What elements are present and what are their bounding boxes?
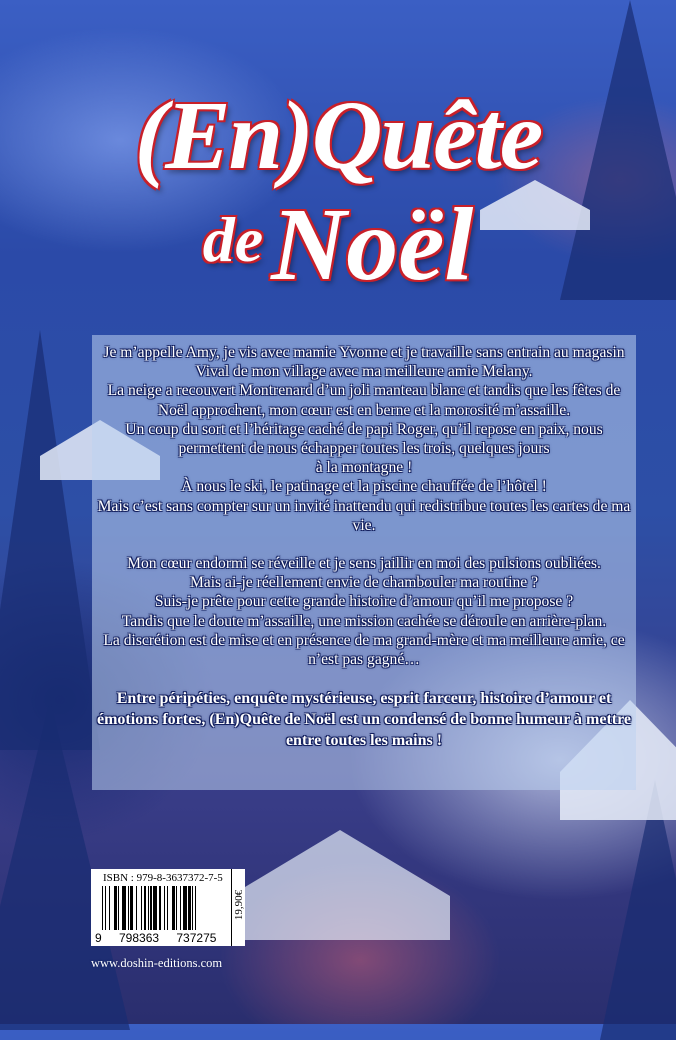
- blurb-line: à la montagne !: [315, 459, 413, 477]
- blurb-line: Tandis que le doute m’assaille, une mission cachée se déroule en arrière-plan.: [121, 612, 607, 630]
- isbn: ISBN : 979-8-3637372-7-5: [103, 872, 223, 884]
- blurb-line: Mon cœur endormi se réveille et je sens jaillir en moi des pulsions oubliées.: [127, 555, 601, 573]
- price-box: [231, 869, 246, 946]
- title-line-2: [0, 185, 676, 304]
- tagline: Entre péripéties, enquête mystérieuse, esprit farceur, histoire d’amour et émotions fortes, (En)Quête de Noël est un condensé de bonne humeur à mettre entre toutes les mains !: [96, 690, 632, 750]
- title-line-1: (En)Quête: [134, 82, 542, 190]
- title-noel: Noël: [271, 187, 474, 302]
- blurb-line: Je m’appelle Amy, je vis avec mamie Yvonne et je travaille sans entrain au magasin Vival de mon village avec ma meilleure amie Melany.: [103, 344, 625, 381]
- blurb: [92, 343, 636, 751]
- blurb-line: Mais ai-je réellement envie de chambouler ma routine ?: [189, 574, 539, 592]
- barcode-box: [91, 869, 245, 946]
- price: 19,90€: [233, 889, 245, 921]
- blurb-line: Un coup du sort et l’héritage caché de papi Roger, qu’il repose en paix, nous permettent de nous échapper toutes les trois, quelques jours: [125, 420, 603, 458]
- blurb-line: La discrétion est de mise et en présence de ma grand-mère et ma meilleure amie, ce n’est pas gagné…: [103, 631, 625, 669]
- blurb-line: À nous le ski, le patinage et la piscine chauffée de l’hôtel !: [181, 478, 547, 496]
- blurb-line: Suis-je prête pour cette grande histoire d’amour qu’il me propose ?: [154, 593, 574, 611]
- barcode-bar: [196, 886, 197, 930]
- blurb-line: Mais c’est sans compter sur un invité inattendu qui redistribue toutes les cartes de ma vie.: [97, 497, 631, 534]
- barcode-digits: 9 798363 737275: [95, 931, 217, 945]
- blurb-line: La neige a recouvert Montrenard d’un joli manteau blanc et tandis que les fêtes de Noël approchent, mon cœur est en berne et la morosité m’assaille.: [107, 382, 621, 419]
- website-link[interactable]: www.doshin-editions.com: [91, 956, 223, 970]
- title-de: de: [202, 204, 264, 275]
- barcode-bars: [102, 886, 230, 930]
